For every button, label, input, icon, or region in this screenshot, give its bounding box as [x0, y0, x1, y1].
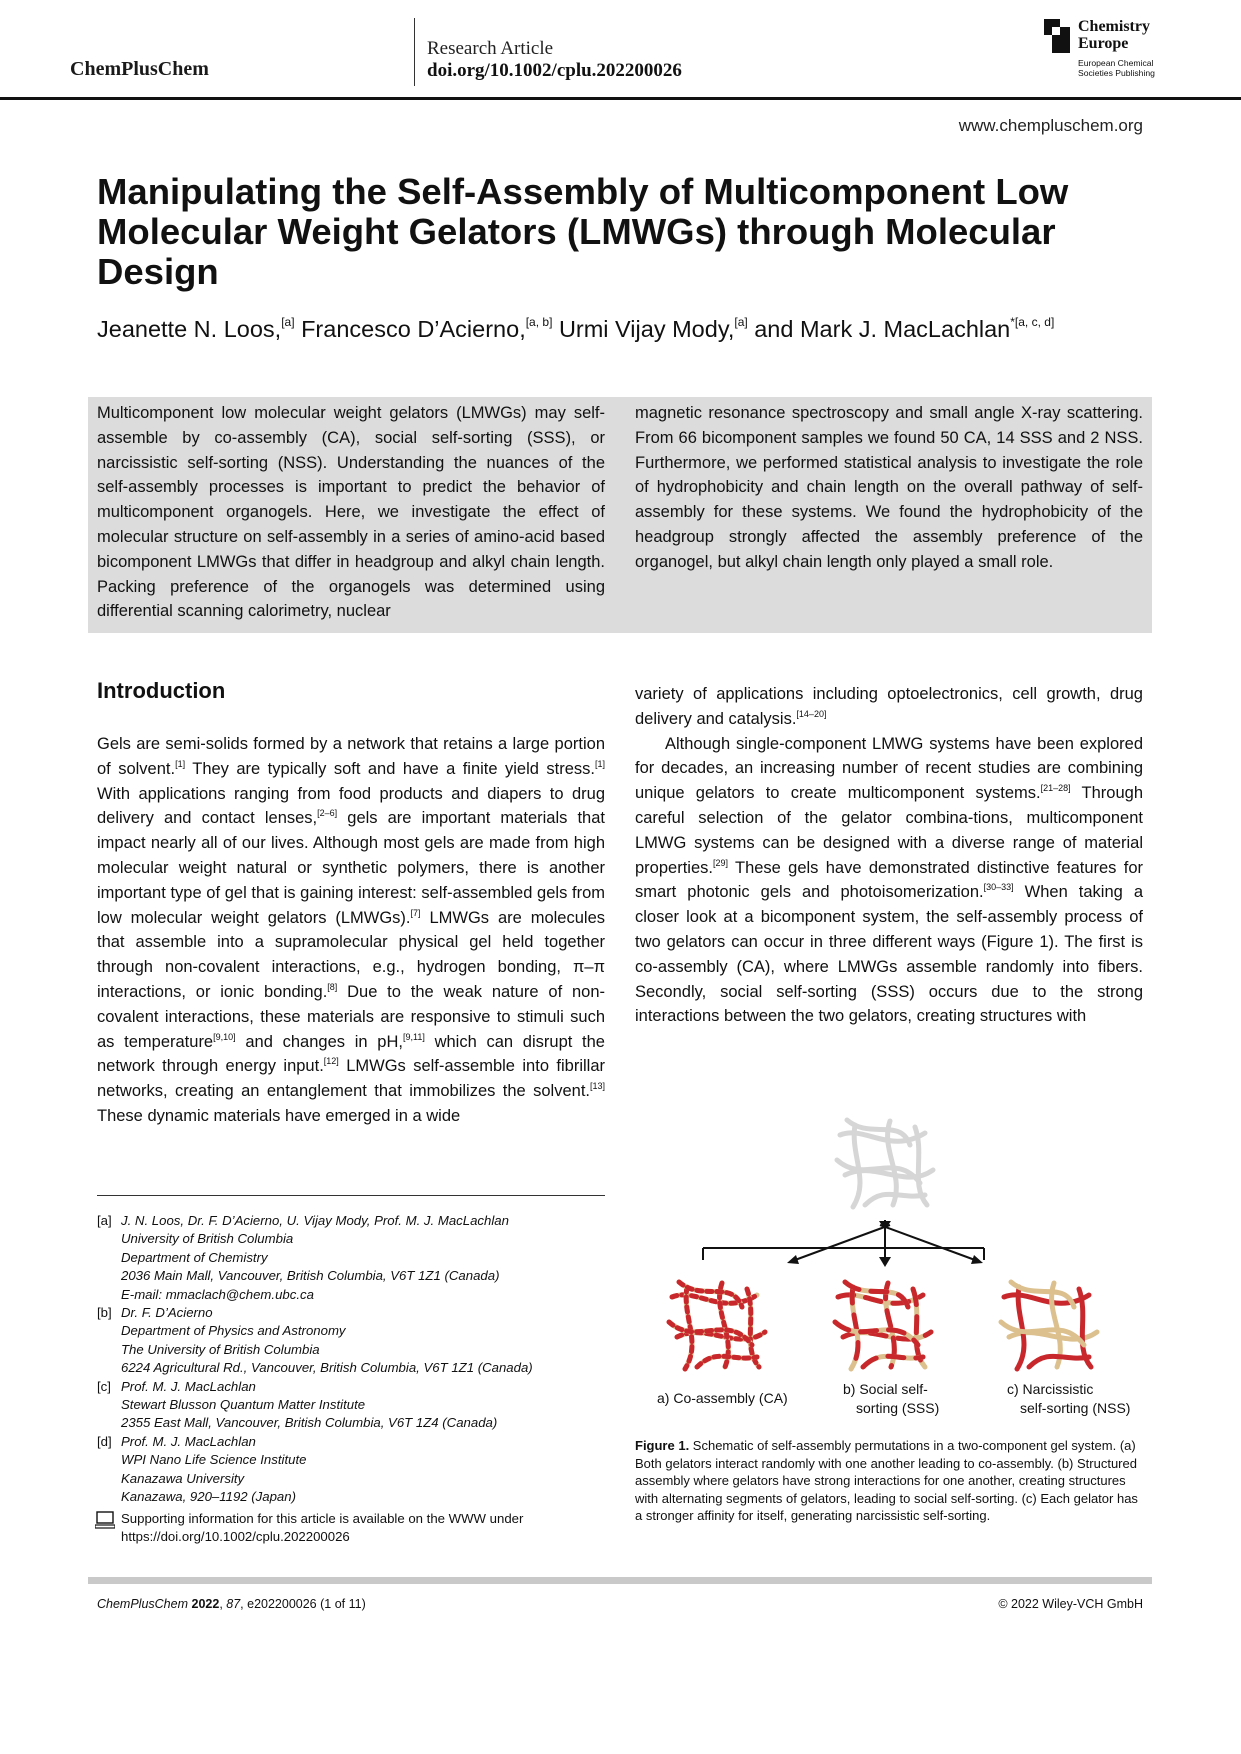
header-divider [414, 18, 415, 86]
arrow-left-head [787, 1255, 799, 1264]
arrow-right [880, 1225, 975, 1260]
footer-copyright: © 2022 Wiley-VCH GmbH [998, 1597, 1143, 1611]
branch-arrows [703, 1220, 984, 1260]
chemistry-europe-logo-icon [1044, 19, 1074, 53]
publisher-name-1: Chemistry [1078, 18, 1150, 35]
computer-icon [95, 1511, 115, 1529]
website-link[interactable]: www.chempluschem.org [958, 116, 1143, 135]
intro-paragraph-1: Gels are semi-solids formed by a network that retains a large portion of solvent.[1] They are typically soft and have a finite yield stress.[1] With applications ranging from food products and diapers to drug delivery and contact lenses,[2–6] gels are important materials that impact nearly all of our lives. Although most gels are made from high molecular weight natural or synthetic polymers, there is another important type of gel that is gaining interest: self-assembled gels from low molecular weight gelators (LMWGs).[7] LMWGs are molecules that assemble into a supramolecular physical gel held together through non-covalent interactions, e.g., hydrogen bonding, π–π interactions, or ionic bonding.[8] Due to the weak nature of non-covalent interactions, these materials are responsive to stimuli such as temperature[9,10] and changes in pH,[9,11] which can disrupt the network through energy input.[12] LMWGs self-assemble into fibrillar networks, creating an entanglement that immobilizes the solvent.[13] These dynamic materials have emerged in a wide [97, 735, 605, 1125]
publisher-sub-2: Societies Publishing [1078, 68, 1155, 78]
figure-1 [635, 1095, 1143, 1430]
footnote-rule [97, 1195, 605, 1196]
doi-link[interactable]: doi.org/10.1002/cplu.202200026 [427, 60, 682, 81]
title-line-3: Design [97, 251, 219, 292]
co-assembly-network-strand-overlay [685, 1287, 692, 1369]
author-name: and Mark J. MacLachlan [754, 316, 1011, 342]
title-line-2: Molecular Weight Gelators (LMWGs) through Molecular [97, 211, 1056, 252]
title-line-1: Manipulating the Self-Assembly of Multicomponent Low [97, 171, 1069, 212]
arrow-center-head [879, 1257, 891, 1267]
arrow-right-head [971, 1255, 983, 1264]
author-affiliation: *[a, c, d] [1010, 315, 1055, 329]
footer-rule [88, 1577, 1152, 1584]
author-name: Jeanette N. Loos, [97, 316, 282, 342]
publisher-logo [1044, 18, 1174, 80]
single-network-strand [853, 1125, 860, 1207]
affiliations [97, 1212, 605, 1546]
footer-citation: ChemPlusChem 2022, 87, e202200026 (1 of 11) [97, 1597, 366, 1611]
label-social-self-sorting: b) Social self- sorting (SSS) [843, 1381, 940, 1416]
affiliation-c: [c] Prof. M. J. MacLachlan Stewart Blusson Quantum Matter Institute 2355 East Mall, Vancouver, British Columbia, V6T 1Z4 (Canada) [97, 1378, 498, 1431]
social-sorting-network-strand-overlay [851, 1287, 858, 1369]
abstract-left: Multicomponent low molecular weight gelators (LMWGs) may self-assemble by co-assembly (CA), social self-sorting (SSS), or narcissistic self-sorting (NSS). Understanding the nuances of the self-assembly processes is important to predict the behavior of multicomponent organogels. Here, we investigate the effect of molecular structure on self-assembly in a series of amino-acid based bicomponent LMWGs that differ in headgroup and alkyl chain length. Packing preference of the organogels was determined using differential scanning calorimetry, nuclear [97, 404, 605, 621]
abstract-right: magnetic resonance spectroscopy and small angle X-ray scattering. From 66 bicomponent samples we found 50 CA, 14 SSS and 2 NSS. Furthermore, we performed statistical analysis to investigate the role of hydrophobicity and chain length on the overall pathway of self-assembly for these systems. We found the hydrophobicity of the headgroup strongly affected the assembly preference of the organogel, but alkyl chain length only played a small role. [635, 404, 1143, 571]
author-affiliation: [a, b] [525, 315, 553, 329]
supporting-info: Supporting information for this article is available on the WWW under https://doi.org/10.1002/cplu.202200026 [97, 1510, 605, 1547]
label-co-assembly: a) Co-assembly (CA) [657, 1390, 788, 1406]
publisher-name-2: Europe [1078, 35, 1129, 52]
supporting-info-link[interactable]: https://doi.org/10.1002/cplu.202200026 [121, 1528, 350, 1544]
affiliation-b: [b] Dr. F. D’Acierno Department of Physics and Astronomy The University of British Columbia 6224 Agricultural Rd., Vancouver, British Columbia, V6T 1Z1 (Canada) [97, 1305, 533, 1376]
affiliation-d: [d] Prof. M. J. MacLachlan WPI Nano Life Science Institute Kanazawa University Kanazawa, 920–1192 (Japan) [97, 1433, 307, 1505]
publisher-sub-1: European Chemical [1078, 58, 1154, 68]
section-heading: Introduction [97, 678, 226, 703]
author-name: Francesco D’Acierno, [301, 316, 526, 342]
author-affiliation: [a] [281, 315, 295, 329]
label-narcissistic-self-sorting: c) Narcissistic self-sorting (NSS) [1007, 1381, 1131, 1416]
arrow-left [795, 1225, 890, 1260]
affiliation-a: [a] J. N. Loos, Dr. F. D’Acierno, U. Vijay Mody, Prof. M. J. MacLachlan University of British Columbia Department of Chemistry 2036 Main Mall, Vancouver, British Columbia, V6T 1Z1 (Canada) E-mail: mmaclach@chem.ubc.ca [97, 1213, 509, 1302]
header-rule [0, 97, 1241, 100]
author-name: Urmi Vijay Mody, [558, 316, 735, 342]
intro-right-column: variety of applications including optoelectronics, cell growth, drug delivery and catalysis.[14–20] Although single-component LMWG systems have been explored for decades, an increasing number of recent studies are combining unique gelators to create multicomponent systems.[21–28] Through careful selection of the gelator combina-tions, multicomponent LMWG systems can be designed with a diverse range of material properties.[29] These gels have demonstrated distinctive features for smart photonic gels and photoisomerization.[30–33] When taking a closer look at a bicomponent system, the self-assembly process of two gelators can occur in three different ways (Figure 1). The first is co-assembly (CA), where LMWGs assemble randomly into fibers. Secondly, social self-sorting (SSS) occurs due to the strong interactions between the two gelators, creating structures with [635, 685, 1143, 1026]
figure-caption: Figure 1. Schematic of self-assembly permutations in a two-component gel system. (a) Both gelators interact randomly with one another leading to co-assembly. (b) Structured assembly where gelators have strong interactions for one another, creating structures with alternating segments of gelators, leading to social self-sorting. (c) Each gelator has a stronger affinity for itself, generating narcissistic self-sorting. [635, 1438, 1138, 1523]
author-affiliation: [a] [734, 315, 748, 329]
article-title [97, 172, 1068, 292]
article-type: Research Article [427, 38, 554, 59]
journal-name: ChemPlusChem [70, 58, 209, 80]
author-list [97, 316, 1054, 343]
narcissistic-network-strand [1017, 1287, 1024, 1369]
